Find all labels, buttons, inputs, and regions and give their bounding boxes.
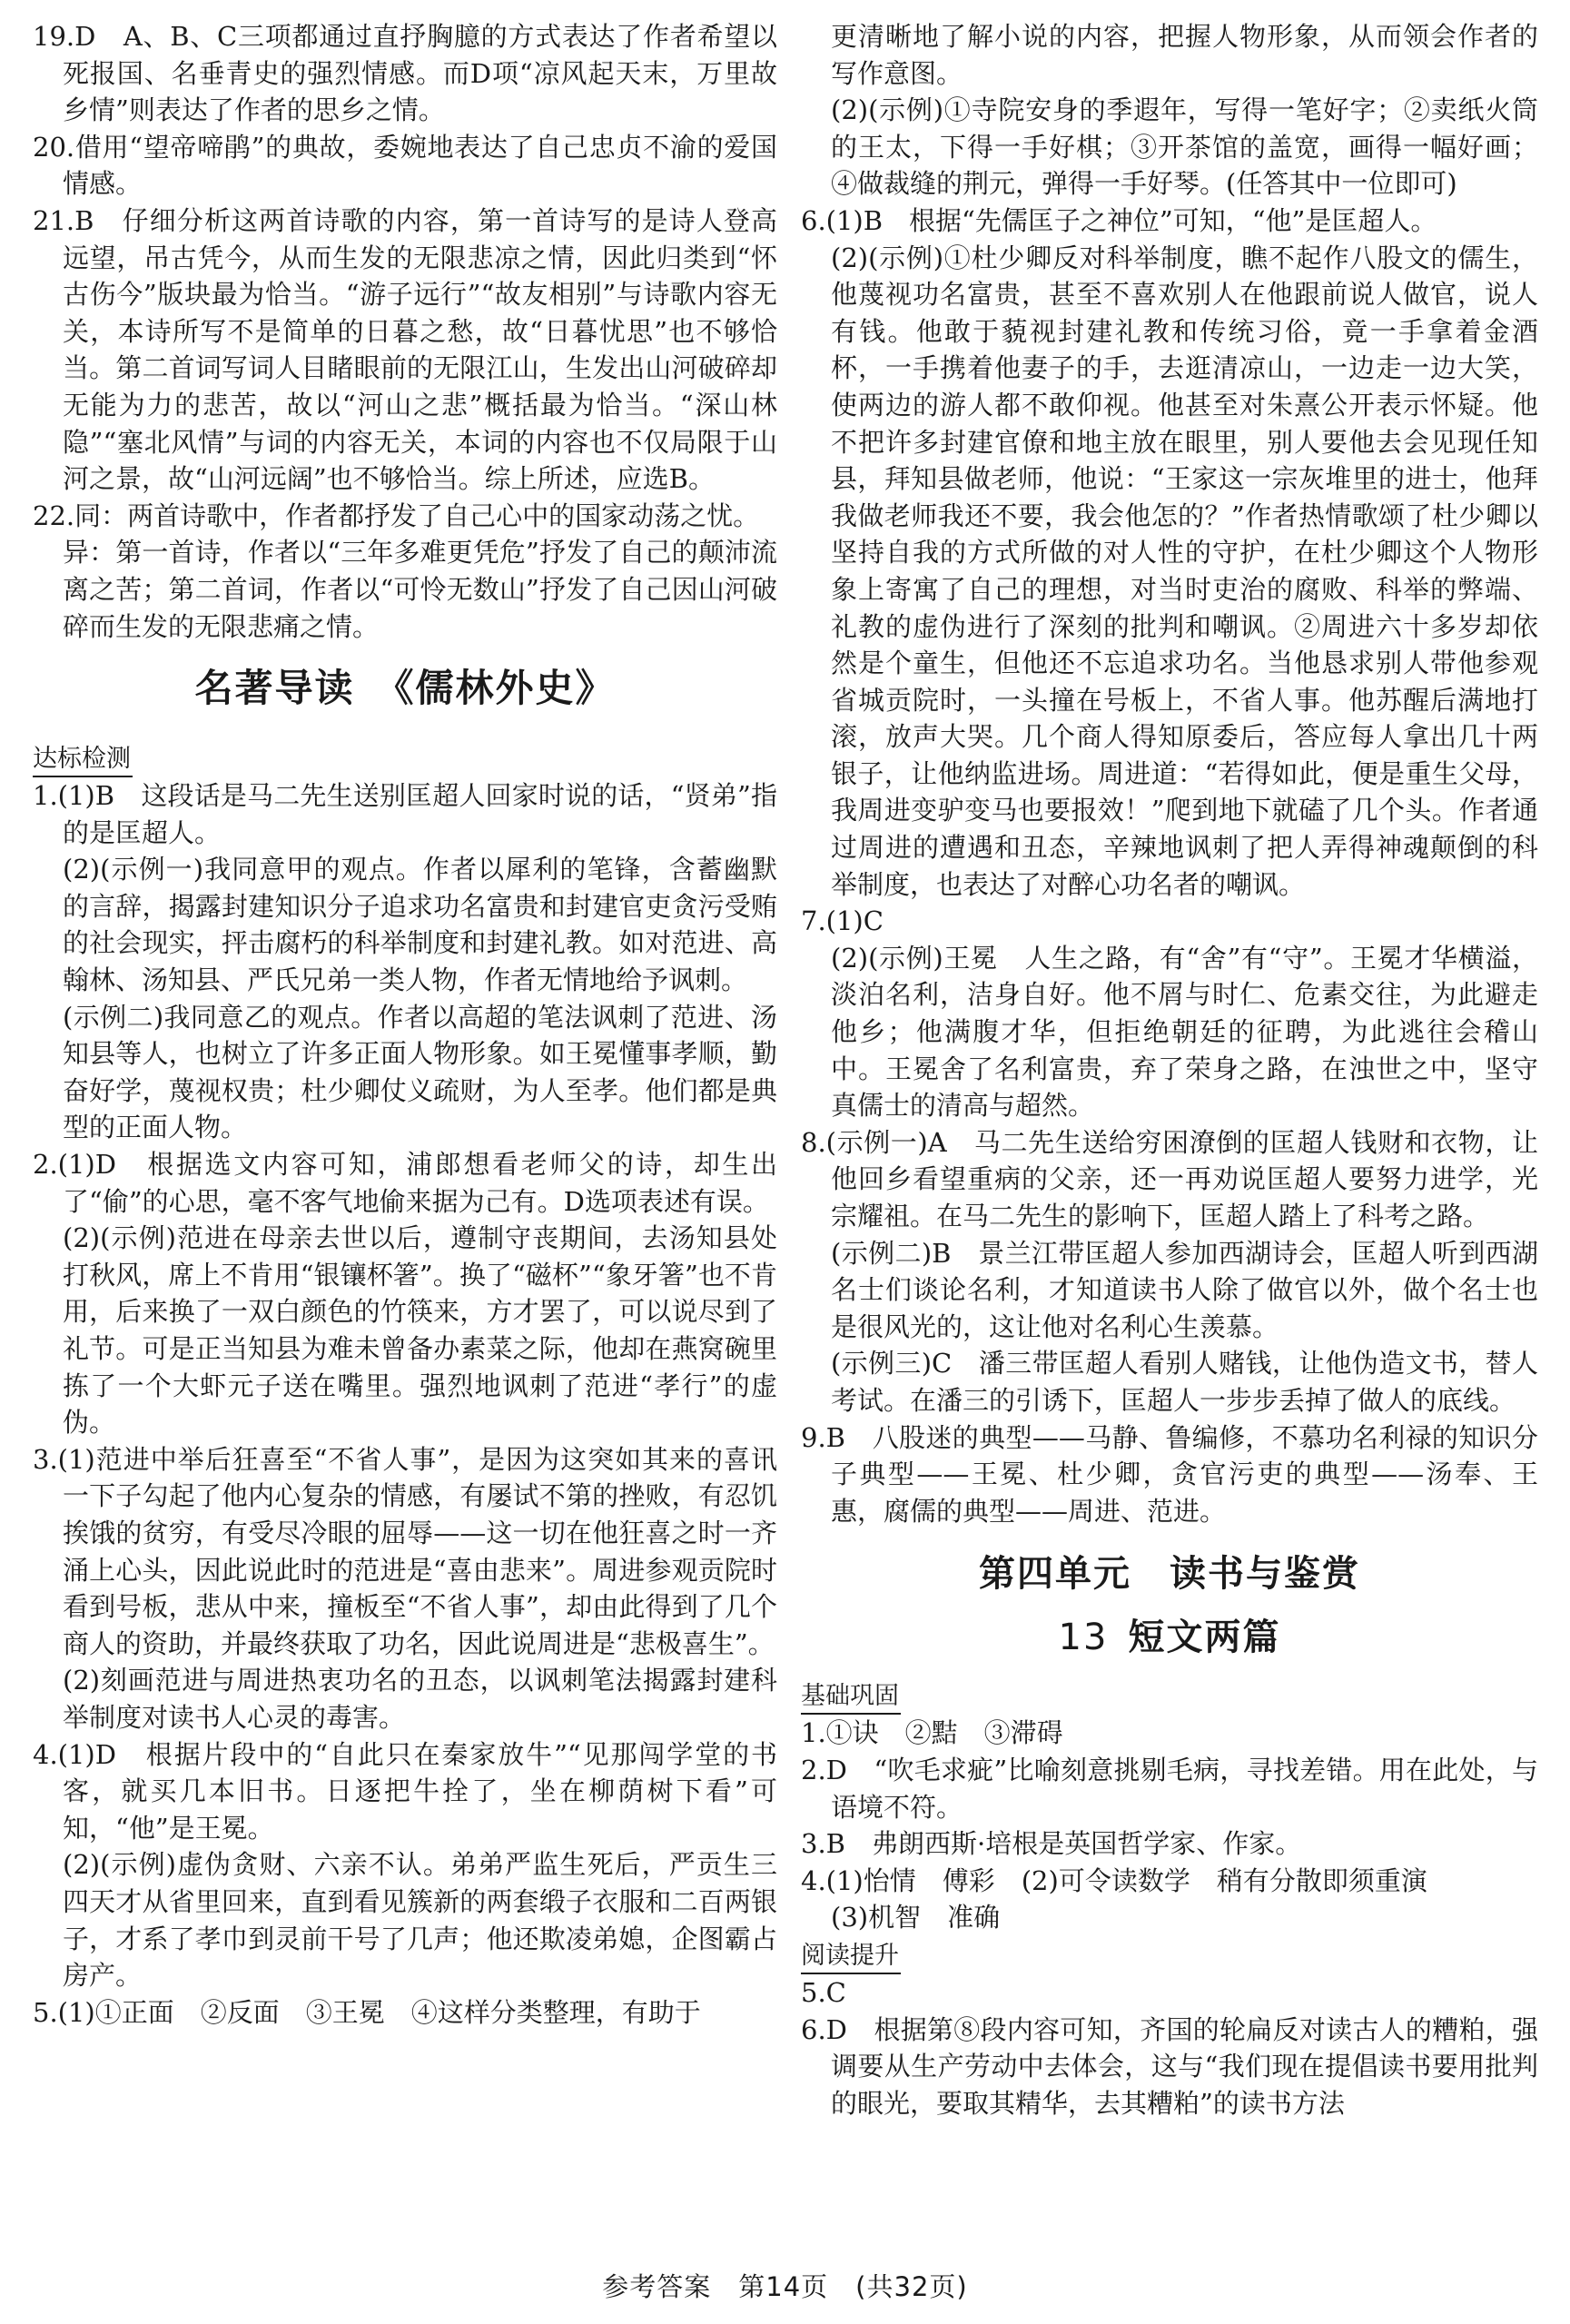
basic-4-cont: (3)机智 准确 xyxy=(831,1902,1001,1933)
practice-7-2: (2)(示例)王冕 人生之路，有“舍”有“守”。王冕才华横溢，淡泊名利，洁身自好。他不屑与时仁、危素交往，为此避走他乡；他满腹才华，但拒绝朝廷的征聘，为此逃往会稽山中。王冕舍了名利富贵，弃了荣身之路，在浊世之中，坚守真儒士的清高与超然。 xyxy=(831,942,1538,1122)
reading-5: 5.C xyxy=(801,1976,846,2008)
label-basic: 基础巩固 xyxy=(801,1680,901,1715)
practice-1-2b: (示例二)我同意乙的观点。作者以高超的笔法讽刺了范进、汤知县等人，也树立了许多正面人物形象。如王冕懂事孝顺，勤奋好学，蔑视权贵；杜少卿仗义疏财，为人至孝。他们都是典型的正面人物。 xyxy=(63,1001,777,1143)
lesson-name: 短文两篇 xyxy=(1128,1617,1281,1659)
practice-9: 9.B 八股迷的典型——马静、鲁编修，不慕功名利禄的知识分子典型——王冕、杜少卿，贪官污吏的典型——汤奉、王惠，腐儒的典型——周进、范进。 xyxy=(801,1421,1538,1527)
practice-1-2a: (2)(示例一)我同意甲的观点。作者以犀利的笔锋，含蓄幽默的言辞，揭露封建知识分子追求功名富贵和封建官吏贪污受贿的社会现实，抨击腐朽的科举制度和封建礼教。如对范进、高翰林、汤知县、严氏兄弟一类人物，作者无情地给予讽刺。 xyxy=(63,854,777,996)
practice-2-1: 2.(1)D 根据选文内容可知，浦郎想看老师父的诗，却生出了“偷”的心思，毫不客气地偷来据为己有。D选项表述有误。 xyxy=(33,1149,777,1217)
practice-2-2: (2)(示例)范进在母亲去世以后，遵制守丧期间，去汤知县处打秋风，席上不肯用“银镶杯箸”。换了“磁杯”“象牙箸”也不肯用，后来换了一双白颜色的竹筷来，方才罢了，可以说尽到了礼节。可是正当知县为难未曾备办素菜之际，他却在燕窝碗里拣了一个大虾元子送在嘴里。强烈地讽刺了范进“孝行”的虚伪。 xyxy=(63,1222,777,1439)
practice-6-1: 6.(1)B 根据“先儒匡子之神位”可知，“他”是匡超人。 xyxy=(801,204,1437,236)
lesson-title xyxy=(801,1613,1538,1662)
practice-8-a: 8.(示例一)A 马二先生送给穷困潦倒的匡超人钱财和衣物，让他回乡看望重病的父亲，还一再劝说匡超人要努力进学，光宗耀祖。在马二先生的影响下，匡超人踏上了科考之路。 xyxy=(801,1126,1538,1231)
practice-1-1: 1.(1)B 这段话是马二先生送别匡超人回家时说的话，“贤弟”指的是匡超人。 xyxy=(33,780,777,848)
answer-19: 19.D A、B、C三项都通过直抒胸臆的方式表达了作者希望以死报国、名垂青史的强烈情感。而D项“凉风起天末，万里故乡情”则表达了作者的思乡之情。 xyxy=(33,21,777,126)
answer-22-same: 22.同：两首诗歌中，作者都抒发了自己心中的国家动荡之忧。 xyxy=(33,499,760,531)
practice-6-2: (2)(示例)①杜少卿反对科举制度，瞧不起作八股文的儒生，他蔑视功名富贵，甚至不喜欢别人在他跟前说人做官，说人有钱。他敢于藐视封建礼教和传统习俗，竟一手拿着金酒杯，一手携着他妻子的手，去逛清凉山，一边走一边大笑，使两边的游人都不敢仰视。他甚至对朱熹公开表示怀疑。他不把许多封建官僚和地主放在眼里，别人要他去会见现任知县，拜知县做老师，他说：“王家这一宗灰堆里的进士，他拜我做老师我还不要，我会他怎的？”作者热情歌颂了杜少卿以坚持自我的方式所做的对人性的守护，在杜少卿这个人物形象上寄寓了自己的理想，对当时吏治的腐败、科举的弊端、礼教的虚伪进行了深刻的批判和嘲讽。②周进六十多岁却依然是个童生，但他还不忘追求功名。当他恳求别人带他参观省城贡院时，一头撞在号板上，不省人事。他苏醒后满地打滚，放声大哭。几个商人得知原委后，答应每人拿出几十两银子，让他纳监进场。周进道：“若得如此，便是重生父母，我周进变驴变马也要报效！”爬到地下就磕了几个头。作者通过周进的遭遇和丑态，辛辣地讽刺了把人弄得神魂颠倒的科举制度，也表达了对醉心功名者的嘲讽。 xyxy=(831,242,1538,900)
basic-1: 1.①诀 ②黠 ③滞碍 xyxy=(801,1717,1063,1749)
answer-20: 20.借用“望帝啼鹃”的典故，委婉地表达了自己忠贞不渝的爱国情感。 xyxy=(33,131,777,200)
practice-8-c: (示例三)C 潘三带匡超人看别人赌钱，让他伪造文书，替人考试。在潘三的引诱下，匡超人一步步丢掉了做人的底线。 xyxy=(831,1348,1538,1416)
practice-5-1: 5.(1)①正面 ②反面 ③王冕 ④这样分类整理，有助于 xyxy=(33,1996,701,2028)
right-column xyxy=(801,18,1538,2121)
practice-5-2: (2)(示例)①寺院安身的季遐年，写得一笔好字；②卖纸火筒的王太，下得一手好棋；③开茶馆的盖宽，画得一幅好画；④做裁缝的荆元，弹得一手好琴。(任答其中一位即可) xyxy=(831,94,1538,200)
basic-2: 2.D “吹毛求疵”比喻刻意挑剔毛病，寻找差错。用在此处，与语境不符。 xyxy=(801,1754,1538,1823)
practice-8-b: (示例二)B 景兰江带匡超人参加西湖诗会，匡超人听到西湖名士们谈论名利，才知道读书人除了做官以外，做个名士也是很风光的，这让他对名利心生羡慕。 xyxy=(831,1237,1538,1342)
answer-21: 21.B 仔细分析这两首诗歌的内容，第一首诗写的是诗人登高远望，吊古凭今，从而生发的无限悲凉之情，因此归类到“怀古伤今”版块最为恰当。“游子远行”“故友相别”与诗歌内容无关，本诗所写不是简单的日暮之愁，故“日暮忧思”也不够恰当。第二首词写词人目睹眼前的无限江山，生发出山河破碎却无能为力的悲苦，故以“河山之悲”概括最为恰当。“深山林隐”“塞北风情”与词的内容无关，本词的内容也不仅局限于山河之景，故“山河远阔”也不够恰当。综上所述，应选B。 xyxy=(33,204,777,495)
label-basic-wrap xyxy=(801,1676,1538,1715)
practice-4-2: (2)(示例)虚伪贪财、六亲不认。弟弟严监生死后，严贡生三四天才从省里回来，直到看见簇新的两套缎子衣服和二百两银子，才系了孝巾到灵前干号了几声；他还欺凌弟媳，企图霸占房产。 xyxy=(63,1849,777,1992)
reading-6: 6.D 根据第⑧段内容可知，齐国的轮扁反对读古人的糟粕，强调要从生产劳动中去体会，这与“我们现在提倡读书要用批判的眼光，要取其精华，去其糟粕”的读书方法 xyxy=(801,2013,1538,2119)
practice-5-1-cont: 更清晰地了解小说的内容，把握人物形象，从而领会作者的写作意图。 xyxy=(831,21,1538,89)
label-reading: 阅读提升 xyxy=(801,1940,901,1974)
unit-title: 第四单元 读书与鉴赏 xyxy=(979,1553,1360,1596)
page-footer: 参考答案 第14页 (共32页) xyxy=(602,2271,968,2302)
section-title-rulin: 名著导读 《儒林外史》 xyxy=(194,666,616,711)
practice-4-1: 4.(1)D 根据片段中的“自此只在秦家放牛”“见那闯学堂的书客，就买几本旧书。日逐把牛拴了，坐在柳荫树下看”可知，“他”是王冕。 xyxy=(33,1738,777,1844)
answer-22-diff: 异：第一首诗，作者以“三年多难更凭危”抒发了自己的颠沛流离之苦；第二首词，作者以“可怜无数山”抒发了自己因山河破碎而生发的无限悲痛之情。 xyxy=(63,537,777,642)
lesson-number: 13 xyxy=(1058,1617,1109,1659)
label-reading-wrap xyxy=(801,1936,1538,1974)
practice-3-2: (2)刻画范进与周进热衷功名的丑态，以讽刺笔法揭露封建科举制度对读书人心灵的毒害。 xyxy=(63,1665,777,1733)
basic-3: 3.B 弗朗西斯·培根是英国哲学家、作家。 xyxy=(801,1828,1302,1860)
practice-7-1: 7.(1)C xyxy=(801,905,884,937)
left-column xyxy=(33,18,777,2031)
practice-3-1: 3.(1)范进中举后狂喜至“不省人事”，是因为这突如其来的喜讯一下子勾起了他内心复杂的情感，有屡试不第的挫败，有忍饥挨饿的贫穷，有受尽冷眼的屈辱——这一切在他狂喜之时一齐涌上心头，因此说此时的范进是“喜由悲来”。周进参观贡院时看到号板，悲从中来，撞板至“不省人事”，却由此得到了几个商人的资助，并最终获取了功名，因此说周进是“悲极喜生”。 xyxy=(33,1443,777,1659)
label-practice-wrap xyxy=(33,739,777,777)
basic-4: 4.(1)怡情 傅彩 (2)可令读数学 稍有分散即须重演 xyxy=(801,1864,1427,1896)
label-practice: 达标检测 xyxy=(33,743,133,777)
